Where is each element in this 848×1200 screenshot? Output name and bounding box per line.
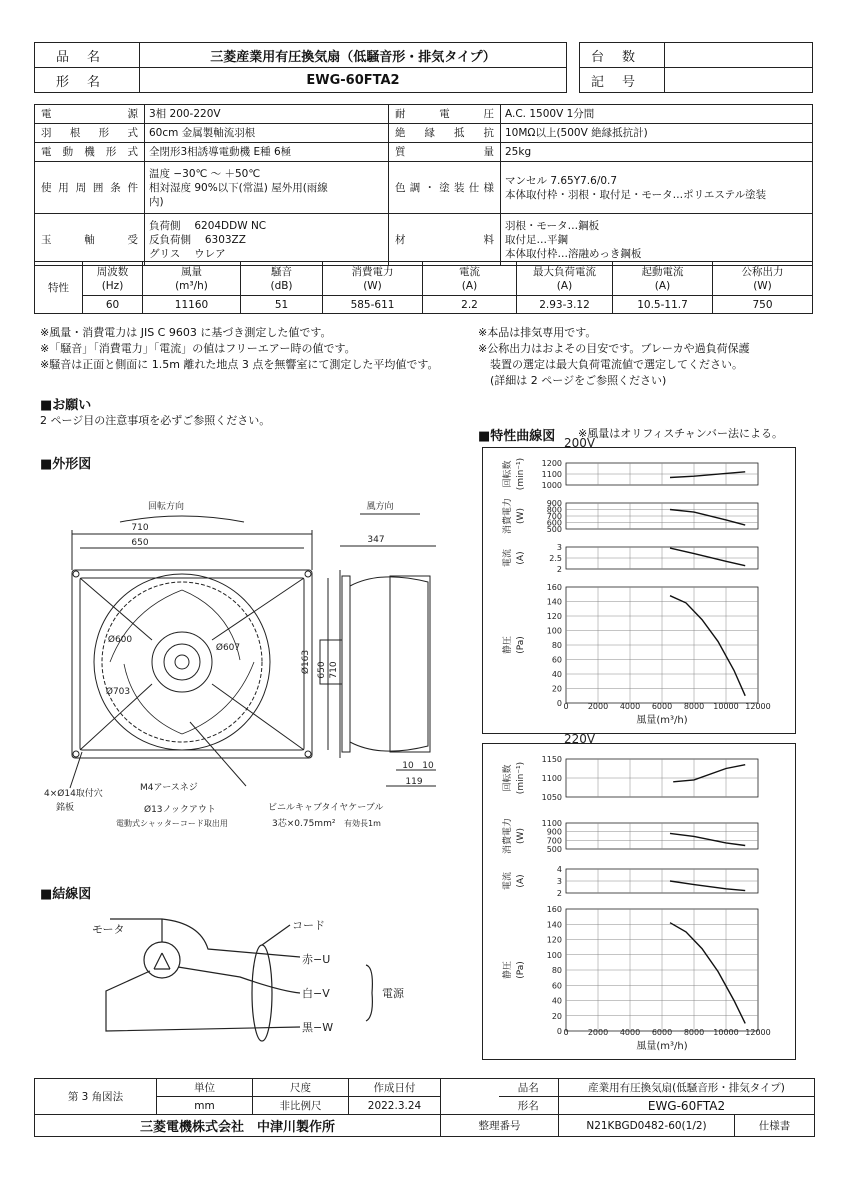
y-tick-label: 20 (551, 684, 562, 694)
quantity-table (579, 42, 813, 93)
perf-value: 2.2 (423, 296, 517, 314)
x-tick-label: 10000 (713, 1028, 739, 1037)
y-axis-label: 消費電力 (503, 497, 513, 535)
dim-703: Ø703 (105, 687, 131, 697)
y-tick-label: 1100 (541, 470, 562, 479)
y-axis-label: 消費電力 (503, 817, 513, 855)
label-nameplate: 銘板 (56, 803, 75, 813)
insulation-label: 絶縁抵抗 (389, 124, 501, 143)
y-tick-label: 3 (556, 543, 562, 552)
wire-red: 赤−U (302, 953, 331, 966)
y-tick-label: 0 (556, 1027, 562, 1036)
curve-line (673, 765, 745, 782)
dim-119: 119 (405, 777, 423, 787)
label-knockout: Ø13ノックアウト (144, 805, 216, 815)
quantity-label: 台数 (580, 43, 665, 68)
y-tick-label: 40 (551, 670, 562, 679)
x-tick-label: 6000 (651, 1028, 673, 1037)
x-axis-label: 風量(m³/h) (636, 715, 688, 726)
perf-header: 消費電力 (W) (323, 262, 423, 296)
y-tick-label: 700 (546, 512, 562, 521)
dim-163: Ø163 (301, 649, 311, 675)
footer-scale: 非比例尺 (253, 1097, 349, 1115)
outline-drawing (40, 490, 460, 840)
product-name: 三菱産業用有圧換気扇（低騒音形・排気タイプ） (140, 43, 567, 68)
y-tick-label: 4 (556, 865, 562, 874)
perf-header: 周波数 (Hz) (83, 262, 143, 296)
withstand-value: A.C. 1500V 1分間 (501, 105, 813, 124)
material-line: 羽根・モータ…鋼板 (505, 219, 600, 232)
footer-name: 産業用有圧換気扇(低騒音形・排気タイプ) (559, 1079, 815, 1097)
y-tick-label: 160 (546, 583, 562, 592)
power-value: 3相 200-220V (145, 105, 389, 124)
motor-label: 電動機形式 (35, 143, 145, 162)
y-tick-label: 160 (546, 905, 562, 914)
dim-347: 347 (367, 535, 385, 545)
footer-name-label: 品名 (499, 1079, 559, 1097)
y-tick-label: 3 (556, 877, 562, 886)
perf-value: 10.5-11.7 (613, 296, 713, 314)
model-label: 形名 (35, 68, 140, 93)
footer-docno-label: 整理番号 (441, 1115, 559, 1137)
x-axis-label: 風量(m³/h) (636, 1041, 688, 1052)
wind-label: 風方向 (366, 502, 394, 512)
y-tick-label: 140 (546, 920, 562, 930)
wiring-diagram (40, 905, 460, 1045)
perf-header: 騒音 (dB) (241, 262, 323, 296)
header-table (34, 42, 567, 93)
y-tick-label: 800 (546, 505, 562, 515)
bearing-line: 負荷側 6204DDW NC (149, 219, 267, 232)
y-tick-label: 20 (551, 1011, 562, 1021)
blade-label: 羽根形式 (35, 124, 145, 143)
y-tick-label: 60 (551, 981, 562, 991)
y-tick-label: 600 (546, 518, 562, 528)
curve-line (670, 833, 745, 845)
y-axis-label: (A) (516, 874, 526, 888)
footer-unit-label: 単位 (157, 1079, 253, 1097)
y-axis-label: (W) (516, 828, 526, 844)
y-tick-label: 140 (546, 597, 562, 607)
perf-header: 風量 (m³/h) (143, 262, 241, 296)
y-axis-label: (Pa) (516, 636, 526, 654)
dim-600: Ø600 (107, 635, 133, 645)
perf-header: 電流 (A) (423, 262, 517, 296)
material-line: 取付足…平鋼 (505, 233, 568, 246)
motor-symbol (144, 942, 180, 978)
model-value: EWG-60FTA2 (140, 68, 567, 93)
mass-value: 25kg (501, 143, 813, 162)
perf-header: 起動電流 (A) (613, 262, 713, 296)
bearing-line: 反負荷側 6303ZZ (149, 233, 246, 246)
perf-value: 11160 (143, 296, 241, 314)
dim-710: 710 (131, 523, 149, 533)
note-line: ※公称出力はおよその目安です。ブレーカや過負荷保護 (478, 342, 750, 355)
y-tick-label: 1100 (541, 819, 562, 828)
conditions-line: 内) (149, 195, 164, 208)
outline-title: ■外形図 (40, 457, 92, 472)
motor-label: モータ (92, 923, 125, 936)
y-tick-label: 100 (546, 626, 562, 636)
color-line: 本体取付枠・羽根・取付足・モータ…ポリエステル塗装 (505, 188, 767, 201)
x-tick-label: 12000 (745, 1028, 771, 1037)
footer-scale-label: 尺度 (253, 1079, 349, 1097)
chart-220v (482, 732, 794, 1058)
footer-model: EWG-60FTA2 (559, 1097, 815, 1115)
perf-header: 最大負荷電流 (A) (517, 262, 613, 296)
cord-label: コード (292, 919, 325, 932)
symbol-label: 記号 (580, 68, 665, 93)
x-tick-label: 0 (563, 1028, 569, 1037)
performance-row-label: 特性 (35, 262, 83, 314)
curve-line (670, 923, 745, 1024)
y-tick-label: 900 (546, 827, 562, 837)
y-tick-label: 2 (556, 889, 562, 898)
label-cable-spec: 3芯×0.75mm² (272, 819, 336, 829)
footer-date: 2022.3.24 (349, 1097, 441, 1115)
conditions-line: 温度 −30℃ ～ ＋50℃ (149, 167, 261, 180)
label-cable-length: 有効長1m (344, 819, 381, 828)
y-tick-label: 900 (546, 499, 562, 508)
dim-10b: 10 (422, 761, 434, 771)
quantity-value[interactable] (665, 43, 813, 68)
y-tick-label: 1150 (541, 755, 562, 764)
material-label: 材料 (389, 214, 501, 266)
wiring-title: ■結線図 (40, 887, 92, 902)
y-tick-label: 0 (556, 699, 562, 708)
y-axis-label: (W) (516, 508, 526, 524)
symbol-value[interactable] (665, 68, 813, 93)
source-label: 電源 (382, 987, 404, 1000)
motor-hub (152, 632, 212, 692)
x-tick-label: 8000 (683, 702, 705, 711)
curve-line (670, 472, 745, 478)
footer-model-label: 形名 (499, 1097, 559, 1115)
note-line: ※「騒音」「消費電力」「電流」の値はフリーエアー時の値です。 (40, 342, 356, 355)
label-earth-screw: M4アースネジ (140, 783, 198, 793)
y-tick-label: 500 (546, 845, 562, 854)
conditions-line: 相対湿度 90%以下(常温) 屋外用(雨線 (149, 181, 328, 194)
dim-650-v: 650 (317, 661, 327, 679)
dim-607: Ø607 (215, 643, 241, 653)
notes-right (478, 325, 818, 389)
x-tick-label: 4000 (619, 702, 641, 711)
y-tick-label: 2.5 (549, 554, 562, 563)
note-line: ※本品は排気専用です。 (478, 326, 597, 339)
y-tick-label: 700 (546, 836, 562, 846)
perf-value: 2.93-3.12 (517, 296, 613, 314)
perf-value: 51 (241, 296, 323, 314)
y-tick-label: 80 (551, 966, 562, 975)
curve-line (670, 548, 745, 566)
y-axis-label: (Pa) (516, 961, 526, 979)
bearing-value (145, 214, 389, 266)
x-tick-label: 10000 (713, 702, 739, 711)
label-shutter-cord: 電動式シャッターコード取出用 (116, 819, 228, 828)
footer-date-label: 作成日付 (349, 1079, 441, 1097)
footer-table (34, 1078, 815, 1137)
x-tick-label: 6000 (651, 702, 673, 711)
cord-bundle (252, 945, 272, 1041)
y-tick-label: 80 (551, 641, 562, 650)
spec-table (34, 104, 813, 266)
chart-title: 220V (564, 732, 596, 746)
curve-line (670, 881, 745, 891)
performance-table (34, 261, 813, 314)
y-axis-label: 電流 (503, 548, 513, 568)
footer-docno: N21KBGD0482-60(1/2) (559, 1115, 735, 1137)
dim-10a: 10 (402, 761, 414, 771)
y-axis-label: 回転数 (503, 460, 513, 488)
y-tick-label: 100 (546, 950, 562, 960)
conditions-label: 使用周囲条件 (35, 162, 145, 214)
blade-value: 60cm 金属製軸流羽根 (145, 124, 389, 143)
y-tick-label: 120 (546, 935, 562, 945)
y-tick-label: 40 (551, 996, 562, 1006)
mass-label: 質量 (389, 143, 501, 162)
material-value (501, 214, 813, 266)
y-axis-label: 電流 (503, 871, 513, 891)
y-axis-label: (min⁻¹) (516, 457, 526, 491)
conditions-value (145, 162, 389, 214)
perf-value: 585-611 (323, 296, 423, 314)
rotation-arrow (120, 516, 244, 522)
perf-value: 750 (713, 296, 813, 314)
color-label: 色調・塗装仕様 (389, 162, 501, 214)
wire-black: 黒−W (302, 1021, 334, 1034)
curve-line (670, 596, 745, 696)
y-axis-label: (A) (516, 551, 526, 565)
note-line: 装置の選定は最大負荷電流値で選定してください。 (490, 358, 743, 371)
y-axis-label: (min⁻¹) (516, 761, 526, 795)
bearing-label: 玉軸受 (35, 214, 145, 266)
curves-title: ■特性曲線図 (478, 429, 556, 444)
rotation-label: 回転方向 (147, 502, 185, 512)
color-line: マンセル 7.65Y7.6/0.7 (505, 174, 618, 187)
y-tick-label: 1200 (541, 459, 562, 468)
y-tick-label: 1100 (541, 774, 562, 783)
curves-note: ※風量はオリフィスチャンバー法による。 (578, 427, 784, 440)
product-name-label: 品名 (35, 43, 140, 68)
note-line: ※騒音は正面と側面に 1.5m 離れた地点 3 点を無響室にて測定した平均値です。 (40, 358, 439, 371)
note-line: (詳細は 2 ページをご参照ください) (490, 374, 667, 387)
footer-angle: 第 3 角図法 (35, 1079, 157, 1115)
y-tick-label: 120 (546, 612, 562, 621)
color-value (501, 162, 813, 214)
footer-doctype: 仕様書 (735, 1115, 815, 1137)
perf-value: 60 (83, 296, 143, 314)
perf-header: 公称出力 (W) (713, 262, 813, 296)
chart-title: 200V (564, 436, 596, 450)
bearing-line: グリス ウレア (149, 247, 226, 260)
dim-650: 650 (131, 538, 149, 548)
y-tick-label: 2 (556, 565, 562, 574)
withstand-label: 耐電圧 (389, 105, 501, 124)
x-tick-label: 4000 (619, 1028, 641, 1037)
wire-white: 白−V (302, 987, 330, 1000)
y-tick-label: 1050 (541, 793, 562, 802)
note-line: ※風量・消費電力は JIS C 9603 に基づき測定した値です。 (40, 326, 332, 339)
y-tick-label: 60 (551, 655, 562, 665)
y-tick-label: 500 (546, 525, 562, 534)
x-tick-label: 0 (563, 702, 569, 711)
y-axis-label: 静圧 (503, 635, 513, 655)
notes-left (40, 325, 470, 373)
label-cable: ビニルキャブタイヤケーブル (268, 803, 384, 813)
y-tick-label: 1000 (541, 481, 562, 490)
x-tick-label: 2000 (587, 702, 609, 711)
label-mount-holes: 4×Ø14取付穴 (44, 789, 103, 799)
power-label: 電源 (35, 105, 145, 124)
request-text: 2 ページ目の注意事項を必ずご参照ください。 (40, 414, 271, 427)
footer-company: 三菱電機株式会社 中津川製作所 (35, 1115, 441, 1137)
curve-line (670, 510, 745, 526)
request-title: ■お願い (40, 398, 92, 413)
dim-710-v: 710 (329, 661, 339, 679)
x-tick-label: 12000 (745, 702, 771, 711)
insulation-value: 10MΩ以上(500V 絶縁抵抗計) (501, 124, 813, 143)
x-tick-label: 2000 (587, 1028, 609, 1037)
x-tick-label: 8000 (683, 1028, 705, 1037)
y-axis-label: 回転数 (503, 764, 513, 792)
y-axis-label: 静圧 (503, 960, 513, 980)
footer-unit: mm (157, 1097, 253, 1115)
motor-value: 全閉形3相誘導電動機 E種 6極 (145, 143, 389, 162)
material-line: 本体取付枠…溶融めっき鋼板 (505, 247, 642, 260)
venturi-ring (94, 574, 270, 750)
